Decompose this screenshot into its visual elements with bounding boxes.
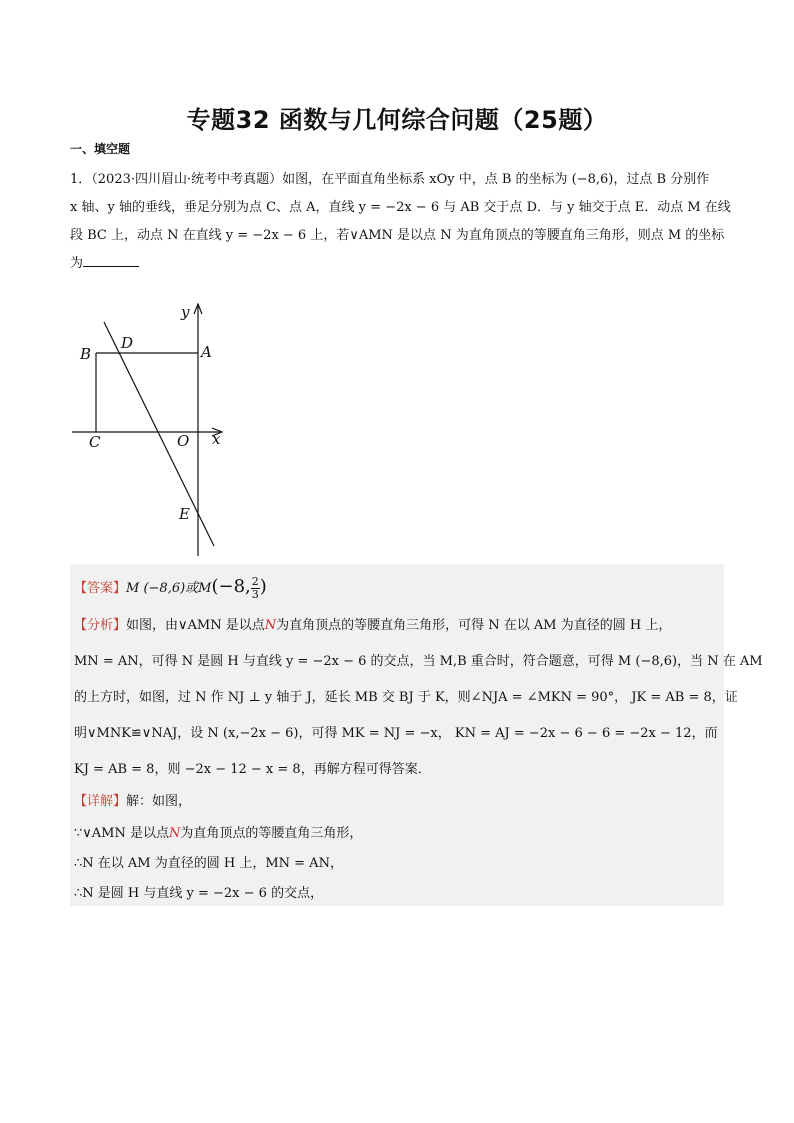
- question-line-4-text: 为: [70, 256, 84, 271]
- detail-row-4: ∴N 是圆 H 与直线 y = −2x − 6 的交点，: [74, 886, 324, 901]
- detail-tag: 【详解】: [74, 794, 127, 809]
- analysis-row-3: 的上方时，如图，过 N 作 NJ ⊥ y 轴于 J，延长 MB 交 BJ 于 K，则∠NJA = ∠MKN = 90°， JK = AB = 8，证: [74, 690, 738, 705]
- analysis-1-point-n: N: [264, 618, 277, 633]
- answer-paren-close: ): [259, 576, 267, 597]
- section-heading: 一、填空题: [70, 142, 131, 156]
- label-c: C: [89, 433, 101, 451]
- page-title: 专题32 函数与几何综合问题（25题）: [186, 106, 608, 134]
- answer-paren-open: (−8,: [211, 576, 251, 597]
- answer-panel: [70, 564, 763, 906]
- coordinate-figure: [70, 298, 230, 560]
- detail-row-2: [74, 822, 362, 841]
- question-line-2: x 轴、y 轴的垂线，垂足分别为点 C、点 A，直线 y = −2x − 6 与 AB 交于点 D．与 y 轴交于点 E．动点 M 在线: [70, 200, 731, 215]
- question-line-1: 1．（2023·四川眉山·统考中考真题）如图，在平面直角坐标系 xOy 中，点 B 的坐标为 (−8,6)，过点 B 分别作: [70, 172, 710, 187]
- analysis-row-5: KJ = AB = 8，则 −2x − 12 − x = 8，再解方程可得答案．: [74, 762, 431, 777]
- analysis-row-4: 明∨MNK≌∨NAJ，设 N (x,−2x − 6)，可得 MK = NJ = −x， KN = AJ = −2x − 6 − 6 = −2x − 12，而: [74, 726, 718, 741]
- answer-blank: [83, 252, 139, 267]
- analysis-row-2: MN = AN，可得 N 是圆 H 与直线 y = −2x − 6 的交点，当 M,B 重合时，符合题意，可得 M (−8,6)，当 N 在 AM: [74, 654, 763, 669]
- label-o: O: [177, 432, 190, 450]
- fraction-denominator: 3: [251, 588, 259, 601]
- detail-2a: ∵∨AMN 是以点: [74, 826, 169, 841]
- analysis-row-1: [74, 614, 671, 633]
- answer-tag: 【答案】: [74, 581, 127, 596]
- detail-2-point-n: N: [169, 826, 181, 841]
- label-x: x: [212, 430, 221, 448]
- answer-fraction: [251, 576, 260, 601]
- question-line-3: 段 BC 上，动点 N 在直线 y = −2x − 6 上，若∨AMN 是以点 N 为直角顶点的等腰直角三角形，则点 M 的坐标: [70, 228, 725, 243]
- question-block: [70, 166, 731, 278]
- detail-2b: 为直角顶点的等腰直角三角形，: [180, 826, 363, 841]
- analysis-tag: 【分析】: [74, 618, 127, 633]
- answer-text: M (−8,6)或M: [126, 581, 212, 596]
- label-b: B: [80, 345, 92, 363]
- label-y: y: [181, 303, 190, 321]
- detail-row-1: [74, 790, 191, 809]
- label-d: D: [121, 334, 134, 352]
- fraction-numerator: 2: [251, 575, 259, 588]
- answer-row: [74, 576, 267, 601]
- question-line-4: [70, 250, 725, 278]
- detail-1: 解：如图，: [126, 794, 192, 809]
- analysis-1a: 如图，由∨AMN 是以点: [126, 618, 265, 633]
- analysis-1b: 为直角顶点的等腰直角三角形，可得 N 在以 AM 为直径的圆 H 上，: [276, 618, 672, 633]
- label-a: A: [201, 343, 212, 361]
- detail-row-3: ∴N 在以 AM 为直径的圆 H 上，MN = AN，: [74, 856, 343, 871]
- label-e: E: [179, 505, 190, 523]
